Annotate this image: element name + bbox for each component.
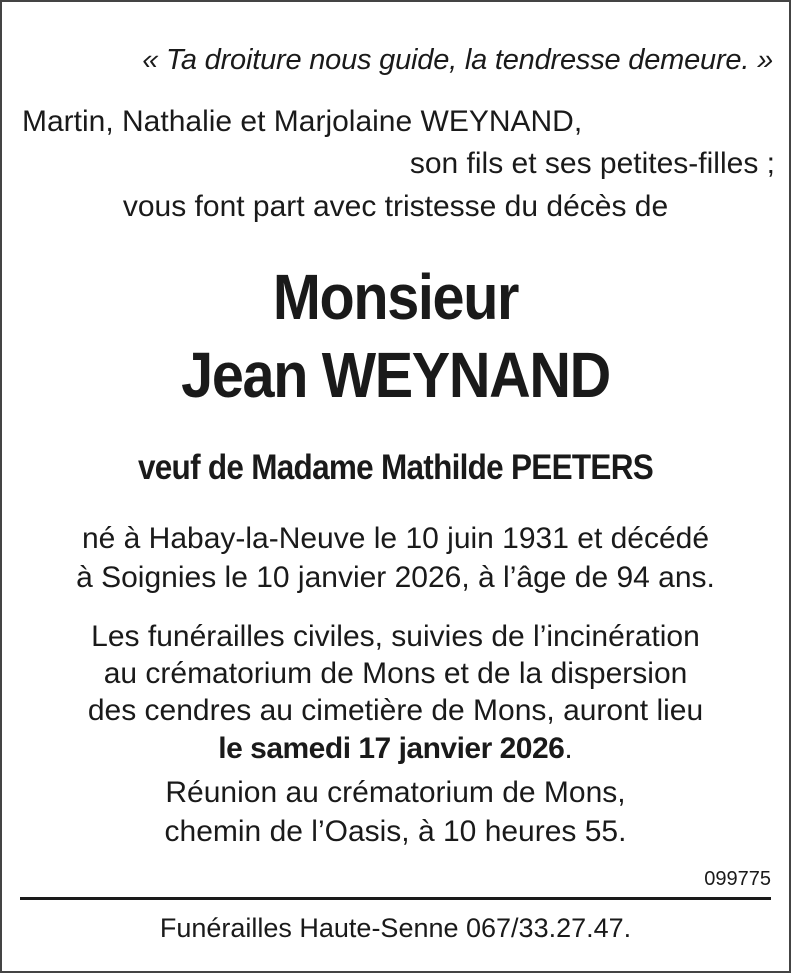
family-relation: son fils et ses petites-filles ; [409,147,775,180]
funeral-line-2: au crématorium de Mons et de la dispersion [103,657,688,690]
birth-death-line-2: à Soignies le 10 janvier 2026, à l’âge de 94 ans. [76,561,715,594]
funeral-date-line [2,732,789,766]
funeral-date: le samedi 17 janvier 2026 [218,732,565,765]
meeting-line-1: Réunion au crématorium de Mons, [165,776,626,809]
birth-death-line-1: né à Habay-la-Neuve le 10 juin 1931 et décédé [81,522,710,555]
funeral-home-footer: Funérailles Haute-Senne 067/33.27.47. [159,913,632,943]
deceased-name: Jean WEYNAND [181,339,610,411]
divider-rule [20,897,771,900]
family-names: Martin, Nathalie et Marjolaine WEYNAND, [22,105,583,138]
quote-text: « Ta droiture nous guide, la tendresse demeure. » [142,44,773,76]
funeral-line-3: des cendres au cimetière de Mons, auront lieu [87,694,704,727]
spouse-line: veuf de Madame Mathilde PEETERS [137,448,654,487]
deceased-title: Monsieur [272,261,519,333]
reference-number: 099775 [704,868,771,890]
announcement-intro: vous font part avec tristesse du décès de [122,190,669,223]
funeral-line-1: Les funérailles civiles, suivies de l’incinération [91,620,700,653]
funeral-date-suffix: . [564,732,573,765]
meeting-line-2: chemin de l’Oasis, à 10 heures 55. [164,815,627,848]
